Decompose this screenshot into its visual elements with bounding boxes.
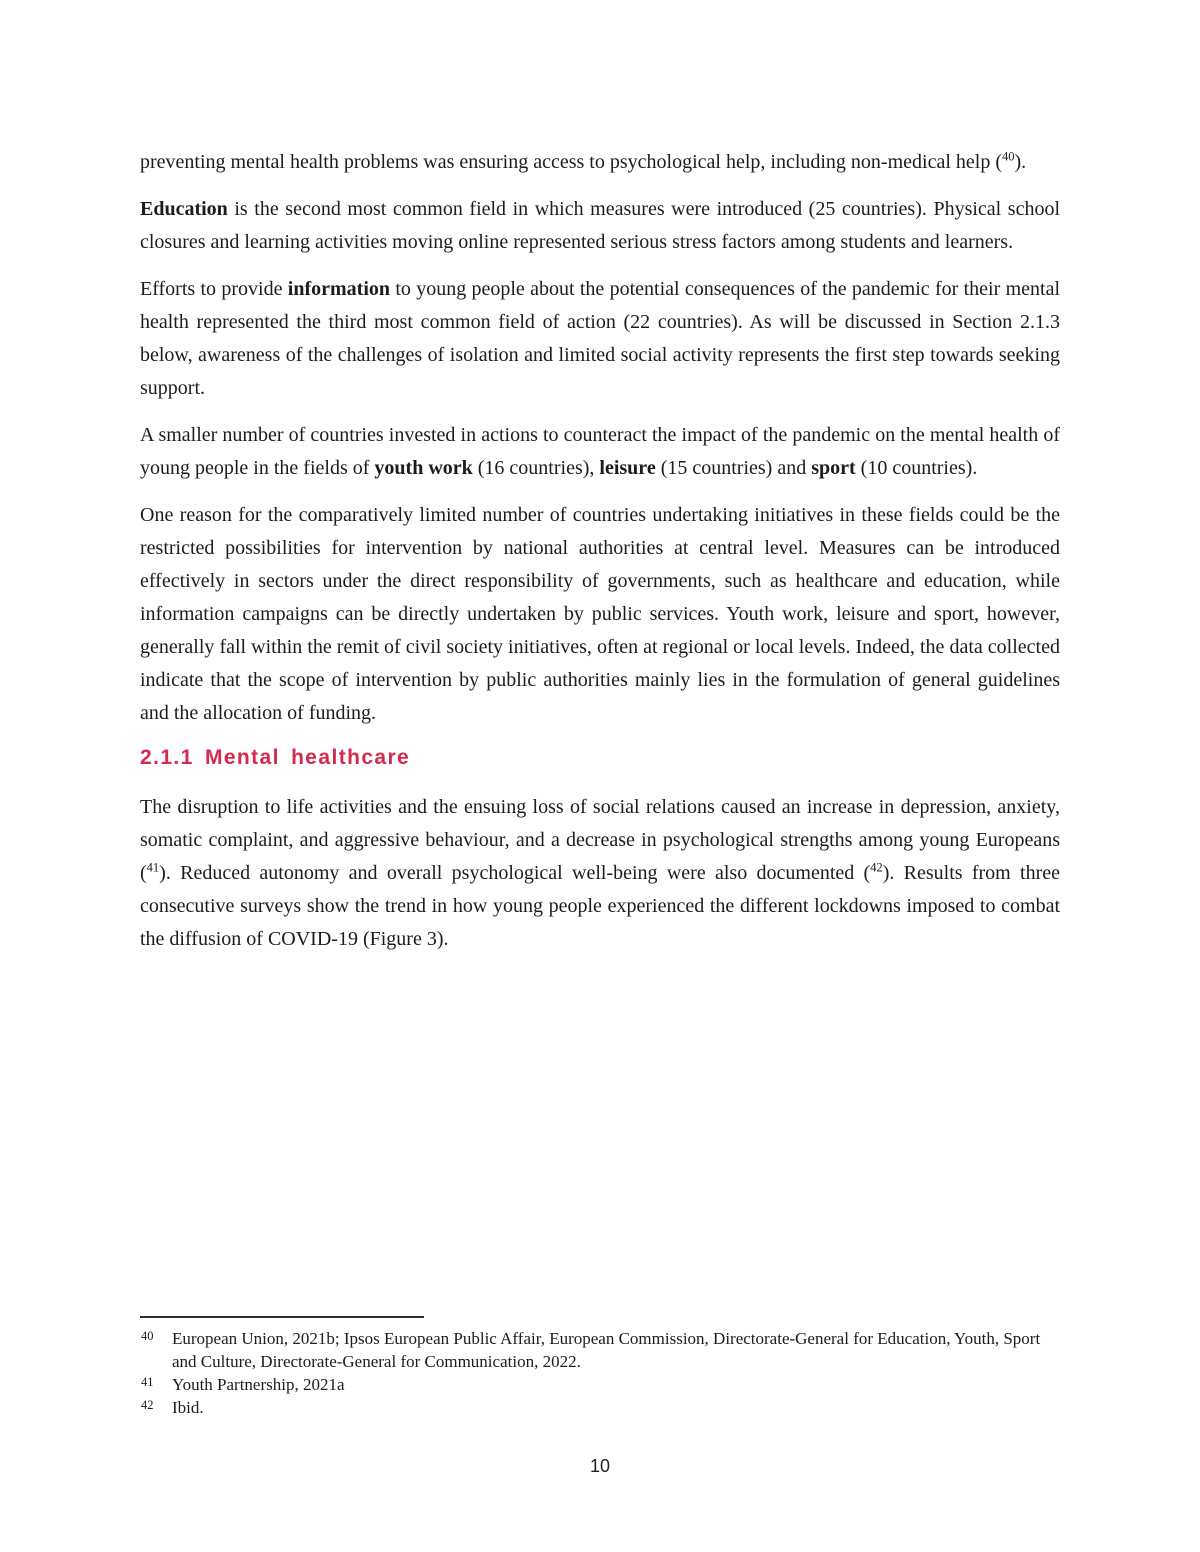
footnote-text: Ibid. [172,1398,204,1417]
para-information [140,273,1060,405]
text-run: (16 countries), [472,457,600,479]
text-run: Efforts to provide [140,278,288,300]
footnote-item [140,1396,1060,1419]
bold-text: sport [811,457,856,479]
text-run: to young people about the potential consequences of the pandemic for their mental health represented the third most common field of action (22 countries). As will be discussed in Section 2.1.3 below, awareness of the challenges of isolation and limited social activity represents the first step towards seeking support. [140,278,1060,399]
para-education [140,193,1060,259]
footnote-list [140,1327,1060,1419]
footnote-text: European Union, 2021b; Ipsos European Public Affair, European Commission, Directorate-General for Education, Youth, Sport and Culture, Directorate-General for Communication, 2022. [172,1329,1041,1371]
footnote-ref: 40 [1001,149,1015,164]
footnote-separator [140,1316,424,1318]
footnote-ref: 41 [146,860,160,875]
footnote-item [140,1373,1060,1396]
text-run: is the second most common field in which measures were introduced (25 countries). Physical school closures and learning activities moving online represented serious stress factors among students and learners. [140,198,1060,253]
document-body [140,146,1060,970]
text-run: (10 countries). [855,457,978,479]
para-disruption [140,791,1060,956]
bold-text: leisure [599,457,656,479]
para-smaller-number [140,419,1060,485]
section-heading-2-1-1: 2.1.1 Mental healthcare [140,746,411,769]
bold-text: information [287,278,390,300]
footnote-text: Youth Partnership, 2021a [172,1375,345,1394]
text-run: preventing mental health problems was ensuring access to psychological help, including non-medical help ( [140,151,1002,173]
text-run: (15 countries) and [655,457,812,479]
bold-text: Education [140,198,228,220]
text-run: The disruption to life activities and the ensuing loss of social relations caused an increase in depression, anxiety, somatic complaint, and aggressive behaviour, and a decrease in psychological strengths among young Europeans ( [140,796,1060,884]
footnote-item [140,1327,1060,1373]
text-run: ). [1014,151,1027,173]
bold-text: youth work [374,457,473,479]
para-one-reason [140,499,1060,730]
page-number: 10 [589,1456,611,1476]
footnote-marker: 40 [141,1329,154,1343]
footnote-ref: 42 [870,860,883,875]
footnote-marker: 42 [141,1398,154,1412]
text-run: A smaller number of countries invested in actions to counteract the impact of the pandemic on the mental health of young people in the fields of [140,424,1060,479]
text-run: One reason for the comparatively limited number of countries undertaking initiatives in these fields could be the restricted possibilities for intervention by national authorities at central level. Measures can be introduced effectively in sectors under the direct responsibility of governments, such as healthcare and education, while information campaigns can be directly undertaken by public services. Youth work, leisure and sport, however, generally fall within the remit of civil society initiatives, often at regional or local levels. Indeed, the data collected indicate that the scope of intervention by public authorities mainly lies in the formulation of general guidelines and the allocation of funding. [140,504,1060,724]
text-run: ). Results from three consecutive surveys show the trend in how young people experienced the different lockdowns imposed to combat the diffusion of COVID-19 (Figure 3). [140,862,1060,950]
text-run: ). Reduced autonomy and overall psychological well-being were also documented ( [159,862,871,884]
footnote-marker: 41 [141,1375,154,1389]
footnotes-section [140,1316,1060,1419]
para-psychological-help [140,146,1060,179]
